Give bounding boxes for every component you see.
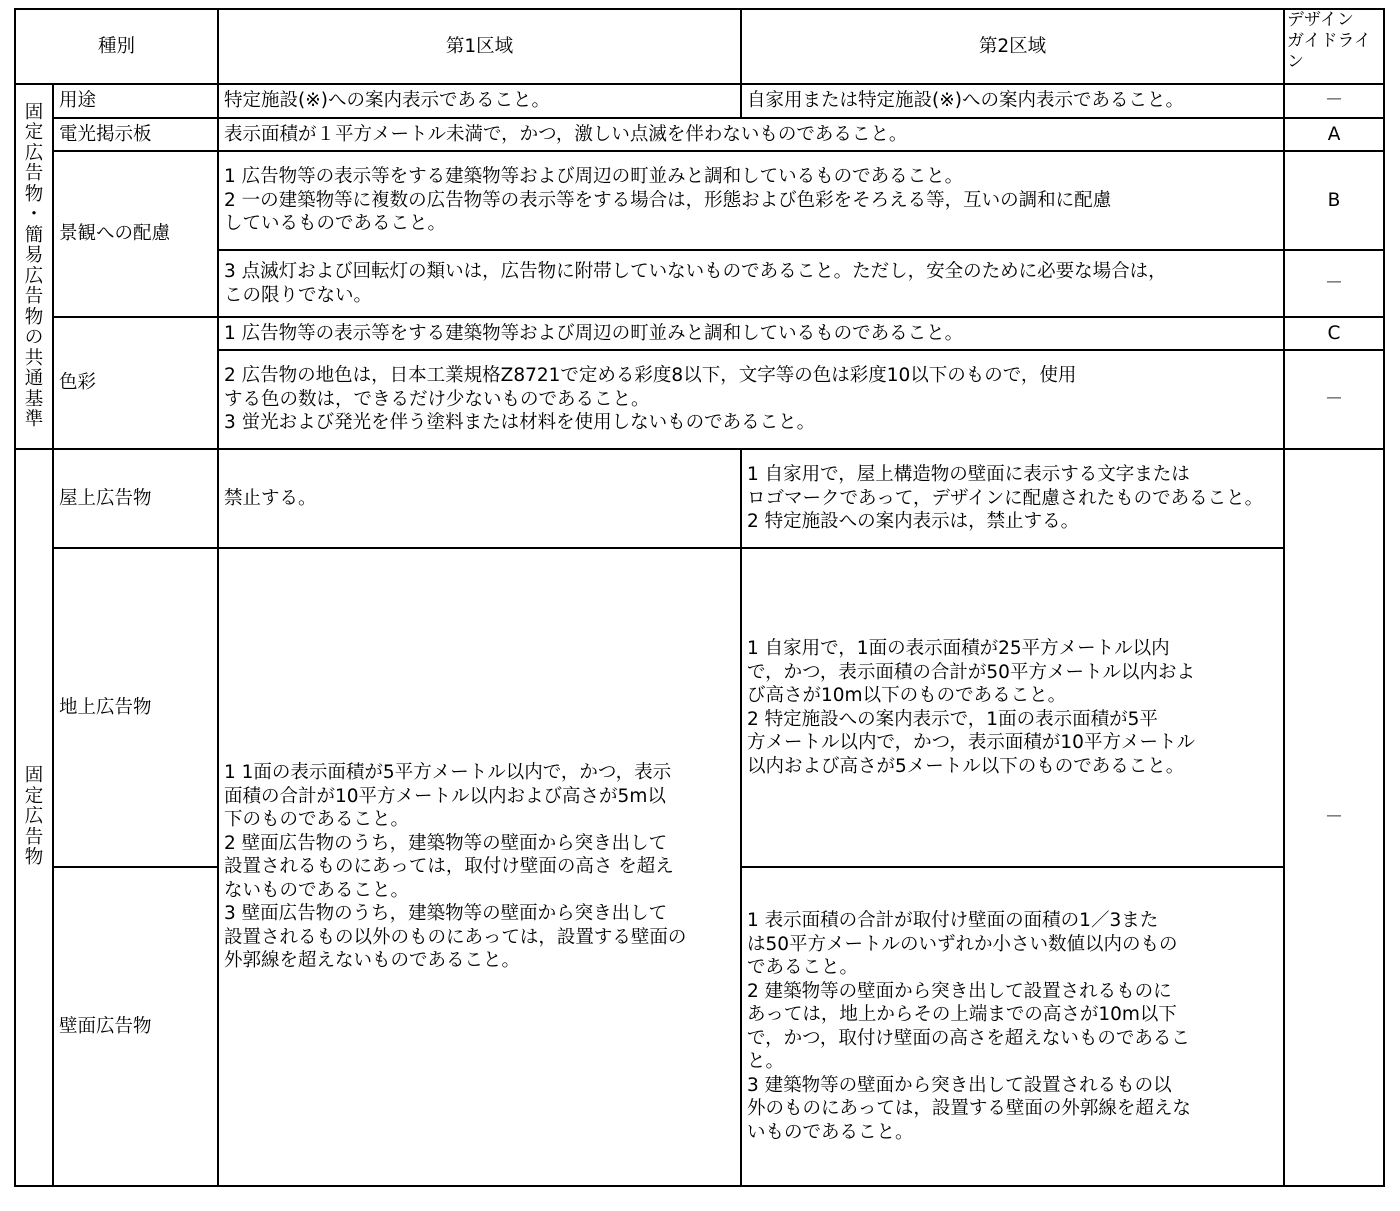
- text-line: 外郭線を超えないものであること。: [224, 950, 521, 972]
- regulation-table: [14, 8, 1385, 1187]
- text-line: 3 蛍光および発光を伴う塗料または材料を使用しないものであること。: [224, 412, 816, 434]
- electric-guide: A: [1284, 118, 1384, 151]
- vertical-char: 定: [24, 785, 44, 807]
- landscape-label: 景観への配慮: [53, 151, 218, 317]
- rooftop-label: 屋上広告物: [53, 449, 218, 548]
- vertical-char: 告: [24, 286, 44, 307]
- landscape-guide-2: －: [1284, 250, 1384, 317]
- text-line: ロゴマークであって，デザインに配慮されたものであること。: [747, 487, 1264, 509]
- rooftop-zone1: 禁止する。: [218, 449, 741, 548]
- text-line: する色の数は，できるだけ少ないものであること。: [224, 388, 650, 410]
- text-line: 1 自家用で，屋上構造物の壁面に表示する文字または: [747, 464, 1190, 486]
- header-guideline-line: ガイドライ: [1287, 31, 1371, 51]
- text-line: 1 1面の表示面積が5平方メートル以内で，かつ，表示: [224, 762, 672, 784]
- usage-zone2: 自家用または特定施設(※)への案内表示であること。: [741, 84, 1284, 118]
- electric-row: [15, 118, 1384, 151]
- usage-zone1: 特定施設(※)への案内表示であること。: [218, 84, 741, 118]
- text-line: 外のものにあっては，設置する壁面の外郭線を超えな: [747, 1098, 1191, 1119]
- text-line: この限りでない。: [224, 284, 373, 306]
- vertical-char: 広: [24, 265, 44, 287]
- vertical-char: 物: [24, 847, 44, 869]
- fixed-group-chars: [16, 766, 52, 869]
- color-row-1: [15, 317, 1384, 350]
- landscape-row-1: [15, 151, 1384, 250]
- text-line: 1 自家用で，1面の表示面積が25平方メートル以内: [747, 638, 1170, 659]
- text-line: 3 点滅灯および回転灯の類いは，広告物に附帯していないものであること。ただし，安全のために必要な場合は，: [224, 261, 1167, 282]
- text-line: 2 特定施設への案内表示で，1面の表示面積が5平: [747, 708, 1158, 730]
- text-line: 下のものであること。: [224, 809, 410, 831]
- text-line: と。: [747, 1051, 785, 1072]
- common-group-chars: [16, 103, 52, 431]
- vertical-char: 物: [24, 183, 44, 205]
- text-line: は50平方メートルのいずれか小さい数値以内のもの: [747, 933, 1178, 955]
- wall-label: 壁面広告物: [53, 867, 218, 1186]
- vertical-char: 固: [24, 101, 44, 123]
- text-line: 2 壁面広告物のうち，建築物等の壁面から突き出して: [224, 832, 668, 854]
- text-line: で，かつ，表示面積の合計が50平方メートル以内およ: [747, 661, 1195, 683]
- vertical-char: 通: [24, 368, 44, 389]
- ground-row: [15, 548, 1384, 867]
- usage-row: [15, 84, 1384, 118]
- vertical-char: 簡: [24, 224, 44, 246]
- landscape-text-2: [218, 250, 1284, 317]
- text-line: 2 一の建築物等に複数の広告物等の表示等をする場合は，形態および色彩をそろえる等，互いの調和に配慮: [224, 189, 1112, 211]
- color-row-2: [15, 350, 1384, 449]
- vertical-char: 固: [24, 765, 44, 787]
- vertical-char: 物: [24, 306, 44, 328]
- color-guide-1: C: [1284, 317, 1384, 350]
- header-zone2: 第2区域: [741, 9, 1284, 84]
- header-row: [15, 9, 1384, 84]
- text-line: 2 建築物等の壁面から突き出して設置されるものに: [747, 980, 1172, 1002]
- header-guideline: [1284, 9, 1384, 84]
- text-line: であること。: [747, 957, 859, 978]
- common-group-label: [15, 84, 53, 449]
- vertical-char: 告: [24, 826, 44, 848]
- vertical-char: 告: [24, 163, 44, 184]
- rooftop-row: [15, 449, 1384, 548]
- text-line: いものであること。: [747, 1121, 914, 1143]
- text-line: 2 特定施設への案内表示は，禁止する。: [747, 511, 1080, 533]
- text-line: 方メートル以内で，かつ，表示面積が10平方メートル: [747, 732, 1195, 753]
- vertical-char: 基: [24, 388, 44, 410]
- usage-guide: －: [1284, 84, 1384, 118]
- text-line: 面積の合計が10平方メートル以内および高さが5m以: [224, 785, 666, 807]
- landscape-row-2: [15, 250, 1384, 317]
- ground-zone2: [741, 548, 1284, 867]
- text-line: 1 表示面積の合計が取付け壁面の面積の1／3また: [747, 910, 1159, 931]
- text-line: 1 広告物等の表示等をする建築物等および周辺の町並みと調和しているものであること。: [224, 166, 964, 188]
- electric-text: 表示面積が１平方メートル未満で，かつ，激しい点滅を伴わないものであること。: [218, 118, 1284, 151]
- landscape-guide-1: B: [1284, 151, 1384, 250]
- text-line: 以内および高さが5メートル以下のものであること。: [747, 755, 1185, 777]
- vertical-char: 易: [24, 245, 44, 266]
- text-line: 3 建築物等の壁面から突き出して設置されるもの以: [747, 1074, 1172, 1096]
- fixed-guide: －: [1284, 449, 1384, 1186]
- landscape-text-1: [218, 151, 1284, 250]
- fixed-group-label: [15, 449, 53, 1186]
- rooftop-zone2: [741, 449, 1284, 548]
- text-line: で，かつ，取付け壁面の高さを超えないものであるこ: [747, 1027, 1190, 1049]
- text-line: 設置されるもの以外のものにあっては，設置する壁面の: [224, 926, 687, 948]
- color-label: 色彩: [53, 317, 218, 449]
- header-zone1: 第1区域: [218, 9, 741, 84]
- text-line: 設置されるものにあっては，取付け壁面の高さ を超え: [224, 856, 674, 878]
- vertical-char: の: [24, 327, 44, 348]
- usage-label: 用途: [53, 84, 218, 118]
- ground-label: 地上広告物: [53, 548, 218, 867]
- text-line: あっては，地上からその上端までの高さが10m以下: [747, 1004, 1177, 1025]
- header-guideline-line: ン: [1287, 52, 1305, 72]
- text-line: 3 壁面広告物のうち，建築物等の壁面から突き出して: [224, 903, 668, 925]
- header-type: 種別: [15, 9, 218, 84]
- vertical-char: 広: [24, 142, 44, 164]
- text-line: ないものであること。: [224, 879, 410, 901]
- color-text-1: 1 広告物等の表示等をする建築物等および周辺の町並みと調和しているものであること。: [218, 317, 1284, 350]
- text-line: び高さが10m以下のものであること。: [747, 685, 1067, 706]
- text-line: しているものであること。: [224, 213, 447, 235]
- vertical-char: 広: [24, 806, 44, 828]
- color-guide-2: －: [1284, 350, 1384, 449]
- electric-label: 電光掲示板: [53, 118, 218, 151]
- wall-zone2: [741, 867, 1284, 1186]
- vertical-char: 準: [24, 409, 44, 430]
- text-line: 2 広告物の地色は，日本工業規格Z8721で定める彩度8以下，文字等の色は彩度10以下のもので，使用: [224, 365, 1077, 387]
- ground-wall-zone1: [218, 548, 741, 1186]
- vertical-char: ・: [24, 204, 44, 225]
- vertical-char: 定: [24, 122, 44, 143]
- color-text-2: [218, 350, 1284, 449]
- vertical-char: 共: [24, 347, 44, 369]
- header-guideline-line: デザイン: [1287, 10, 1354, 30]
